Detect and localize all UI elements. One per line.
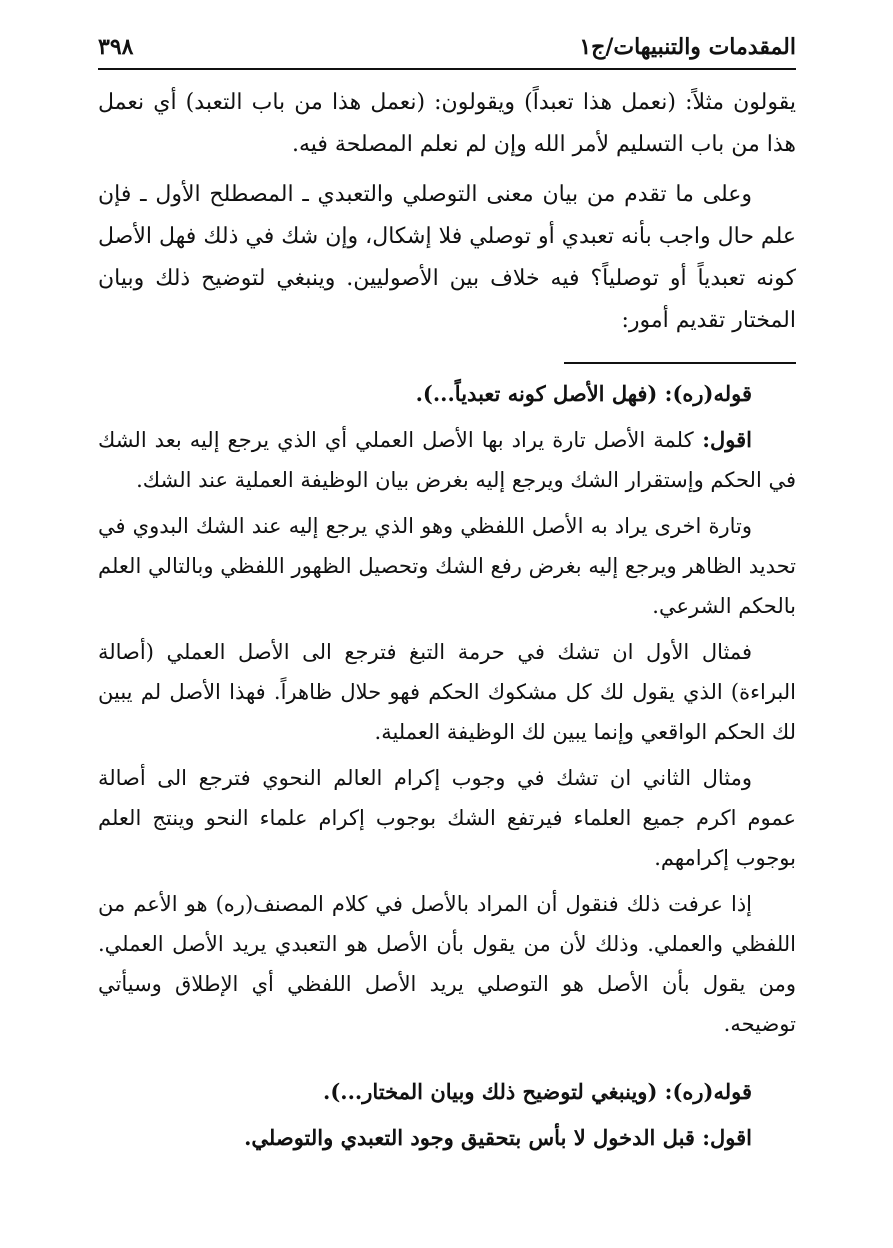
quote-text: (فهل الأصل كونه تعبدياً...).: [415, 381, 658, 406]
commentary-quote: [98, 374, 796, 414]
quote-prefix: قوله(ره):: [657, 1079, 752, 1104]
main-paragraph: وعلى ما تقدم من بيان معنى التوصلي والتعبدي ـ المصطلح الأول ـ فإن علم حال واجب بأنه تعبدي أو توصلي فلا إشكال، وإن شك في ذلك فهل الأصل كونه تعبدياً أو توصلياً؟ فيه خلاف بين الأصوليين. وينبغي لتوضيح ذلك وبيان المختار تقديم أمور:: [98, 182, 796, 333]
page-number: ٣٩٨: [98, 34, 134, 60]
footnote-divider: [564, 362, 796, 364]
commentary-lead: اقول:: [694, 1125, 752, 1150]
commentary-quote: [98, 1072, 796, 1112]
commentary-text: كلمة الأصل تارة يراد بها الأصل العملي أي الذي يرجع إليه بعد الشك في الحكم وإستقرار الشك ويرجع إليه بغرض بيان الوظيفة العملية عند الشك.: [98, 428, 796, 492]
running-header: [98, 28, 796, 70]
running-title: المقدمات والتنبيهات/ج١: [579, 34, 796, 60]
commentary-text: قبل الدخول لا بأس بتحقيق وجود التعبدي والتوصلي.: [244, 1125, 695, 1150]
commentary-paragraph: وتارة اخرى يراد به الأصل اللفظي وهو الذي يرجع إليه عند الشك البدوي في تحديد الظاهر ويرجع إليه بغرض رفع الشك وتحصيل الظهور اللفظي وبالتالي العلم بالحكم الشرعي.: [98, 514, 796, 618]
main-paragraph: يقولون مثلاً: (نعمل هذا تعبداً) ويقولون: (نعمل هذا من باب التعبد) أي نعمل هذا من باب التسليم لأمر الله وإن لم نعلم المصلحة فيه.: [98, 90, 796, 157]
commentary-paragraph: ومثال الثاني ان تشك في وجوب إكرام العالم النحوي فترجع الى أصالة عموم اكرم جميع العلماء فيرتفع الشك بوجوب إكرام علماء النحو وينتج العلم بوجوب إكرامهم.: [98, 766, 796, 870]
quote-text: (وينبغي لتوضيح ذلك وبيان المختار...).: [323, 1079, 658, 1104]
book-page: [98, 28, 796, 1158]
commentary-paragraph: [98, 420, 796, 500]
commentary-lead: اقول:: [693, 427, 752, 452]
quote-prefix: قوله(ره):: [657, 381, 752, 406]
commentary-paragraph: فمثال الأول ان تشك في حرمة التبغ فترجع الى الأصل العملي (أصالة البراءة) الذي يقول لك كل مشكوك الحكم فهو حلال ظاهراً. فهذا الأصل لم يبين لك الحكم الواقعي وإنما يبين لك الوظيفة العملية.: [98, 640, 796, 744]
commentary-paragraph: إذا عرفت ذلك فنقول أن المراد بالأصل في كلام المصنف(ره) هو الأعم من اللفظي والعملي. وذلك لأن من يقول بأن الأصل هو التعبدي يريد الأصل العملي. ومن يقول بأن الأصل هو التوصلي يريد الأصل اللفظي أي الإطلاق وسيأتي توضيحه.: [98, 892, 796, 1036]
commentary-paragraph: [98, 1118, 796, 1158]
